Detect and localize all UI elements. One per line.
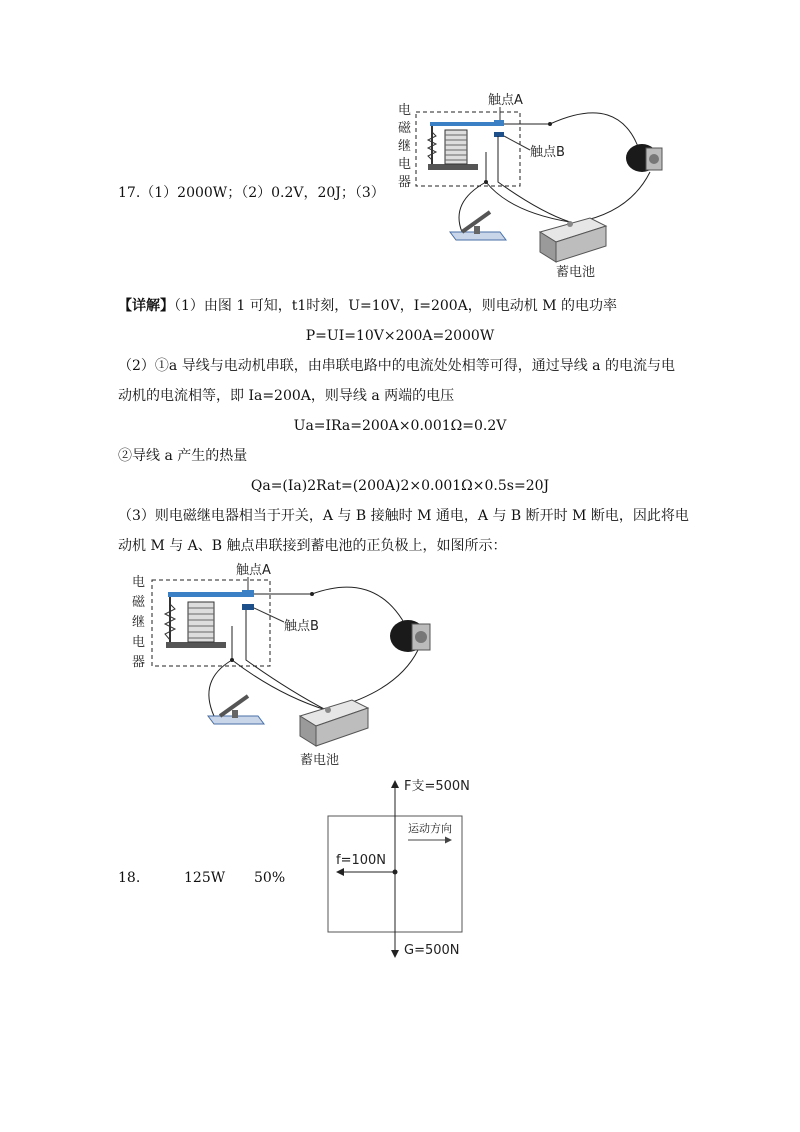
q18-answer-1: 125W <box>184 870 226 886</box>
relay-label-char: 器 <box>132 655 146 670</box>
detail-paragraph-3: ②导线 a 产生的热量 <box>118 448 248 464</box>
contact-b <box>242 604 254 610</box>
motor <box>390 620 430 652</box>
battery-label: 蓄电池 <box>300 753 340 768</box>
motion-direction-label: 运动方向 <box>408 822 452 835</box>
battery <box>540 218 606 262</box>
force-diagram <box>320 772 480 962</box>
detail-text-1: （1）由图 1 可知，t1时刻，U=10V，I=200A，则电动机 M 的电功率 <box>174 298 618 314</box>
force-origin <box>393 870 398 875</box>
contact-a-label: 触点A <box>488 93 523 108</box>
knife-switch <box>208 696 264 724</box>
relay-label-char: 电 <box>398 103 412 118</box>
contact-b-label: 触点B <box>530 145 565 160</box>
wire <box>504 113 640 152</box>
contact-b-label: 触点B <box>284 619 319 634</box>
relay-armature <box>168 592 250 597</box>
gravity-label: G=500N <box>404 943 460 958</box>
contact-a <box>242 590 254 597</box>
equation-heat: Qa=(Ia)2Rat=(200A)2×0.001Ω×0.5s=20J <box>250 478 550 494</box>
relay-label-char: 继 <box>132 615 146 630</box>
battery-label: 蓄电池 <box>556 265 596 280</box>
detail-paragraph-1 <box>118 296 617 316</box>
relay-label-char: 磁 <box>398 121 412 136</box>
detail-heading: 【详解】 <box>118 298 174 314</box>
detail-paragraph-2-line-1: （2）①a 导线与电动机串联，由串联电路中的电流处处相等可得，通过导线 a 的电流与电 <box>118 358 675 374</box>
q17-answer-line: 17.（1）2000W；（2）0.2V，20J；（3） <box>118 185 385 201</box>
q18-answer-2: 50% <box>254 870 286 886</box>
battery <box>300 700 368 746</box>
relay-circuit-diagram-top <box>390 92 690 282</box>
support-force-label: F支=500N <box>404 779 470 794</box>
friction-label: f=100N <box>336 853 387 868</box>
detail-paragraph-4-line-2: 动机 M 与 A、B 触点串联接到蓄电池的正负极上，如图所示： <box>118 538 507 554</box>
knife-switch <box>450 212 506 240</box>
wire <box>254 587 408 630</box>
motor <box>626 144 662 172</box>
relay-label-char: 电 <box>132 635 146 650</box>
relay-base <box>166 642 226 648</box>
wire <box>578 172 650 222</box>
equation-voltage: Ua=IRa=200A×0.001Ω=0.2V <box>293 418 507 434</box>
detail-paragraph-2-line-2: 动机的电流相等，即 Ia=200A，则导线 a 两端的电压 <box>118 388 455 404</box>
relay-label-char: 电 <box>398 157 412 172</box>
relay-label-char: 器 <box>398 175 412 190</box>
relay-armature <box>430 122 500 126</box>
detail-paragraph-4-line-1: （3）则电磁继电器相当于开关，A 与 B 接触时 M 通电，A 与 B 断开时 M 断电，因此将电 <box>118 508 689 524</box>
contact-a <box>494 120 504 126</box>
wire <box>334 650 418 708</box>
relay-circuit-diagram-bottom <box>128 560 458 770</box>
q18-number: 18. <box>118 870 141 886</box>
relay-label-char: 磁 <box>132 595 146 610</box>
relay-label-char: 电 <box>132 575 146 590</box>
contact-a-label: 触点A <box>236 563 271 578</box>
contact-b <box>494 132 504 137</box>
equation-power: P=UI=10V×200A=2000W <box>305 328 495 344</box>
relay-base <box>428 164 478 170</box>
wire <box>486 152 570 222</box>
relay-label-char: 继 <box>398 139 412 154</box>
